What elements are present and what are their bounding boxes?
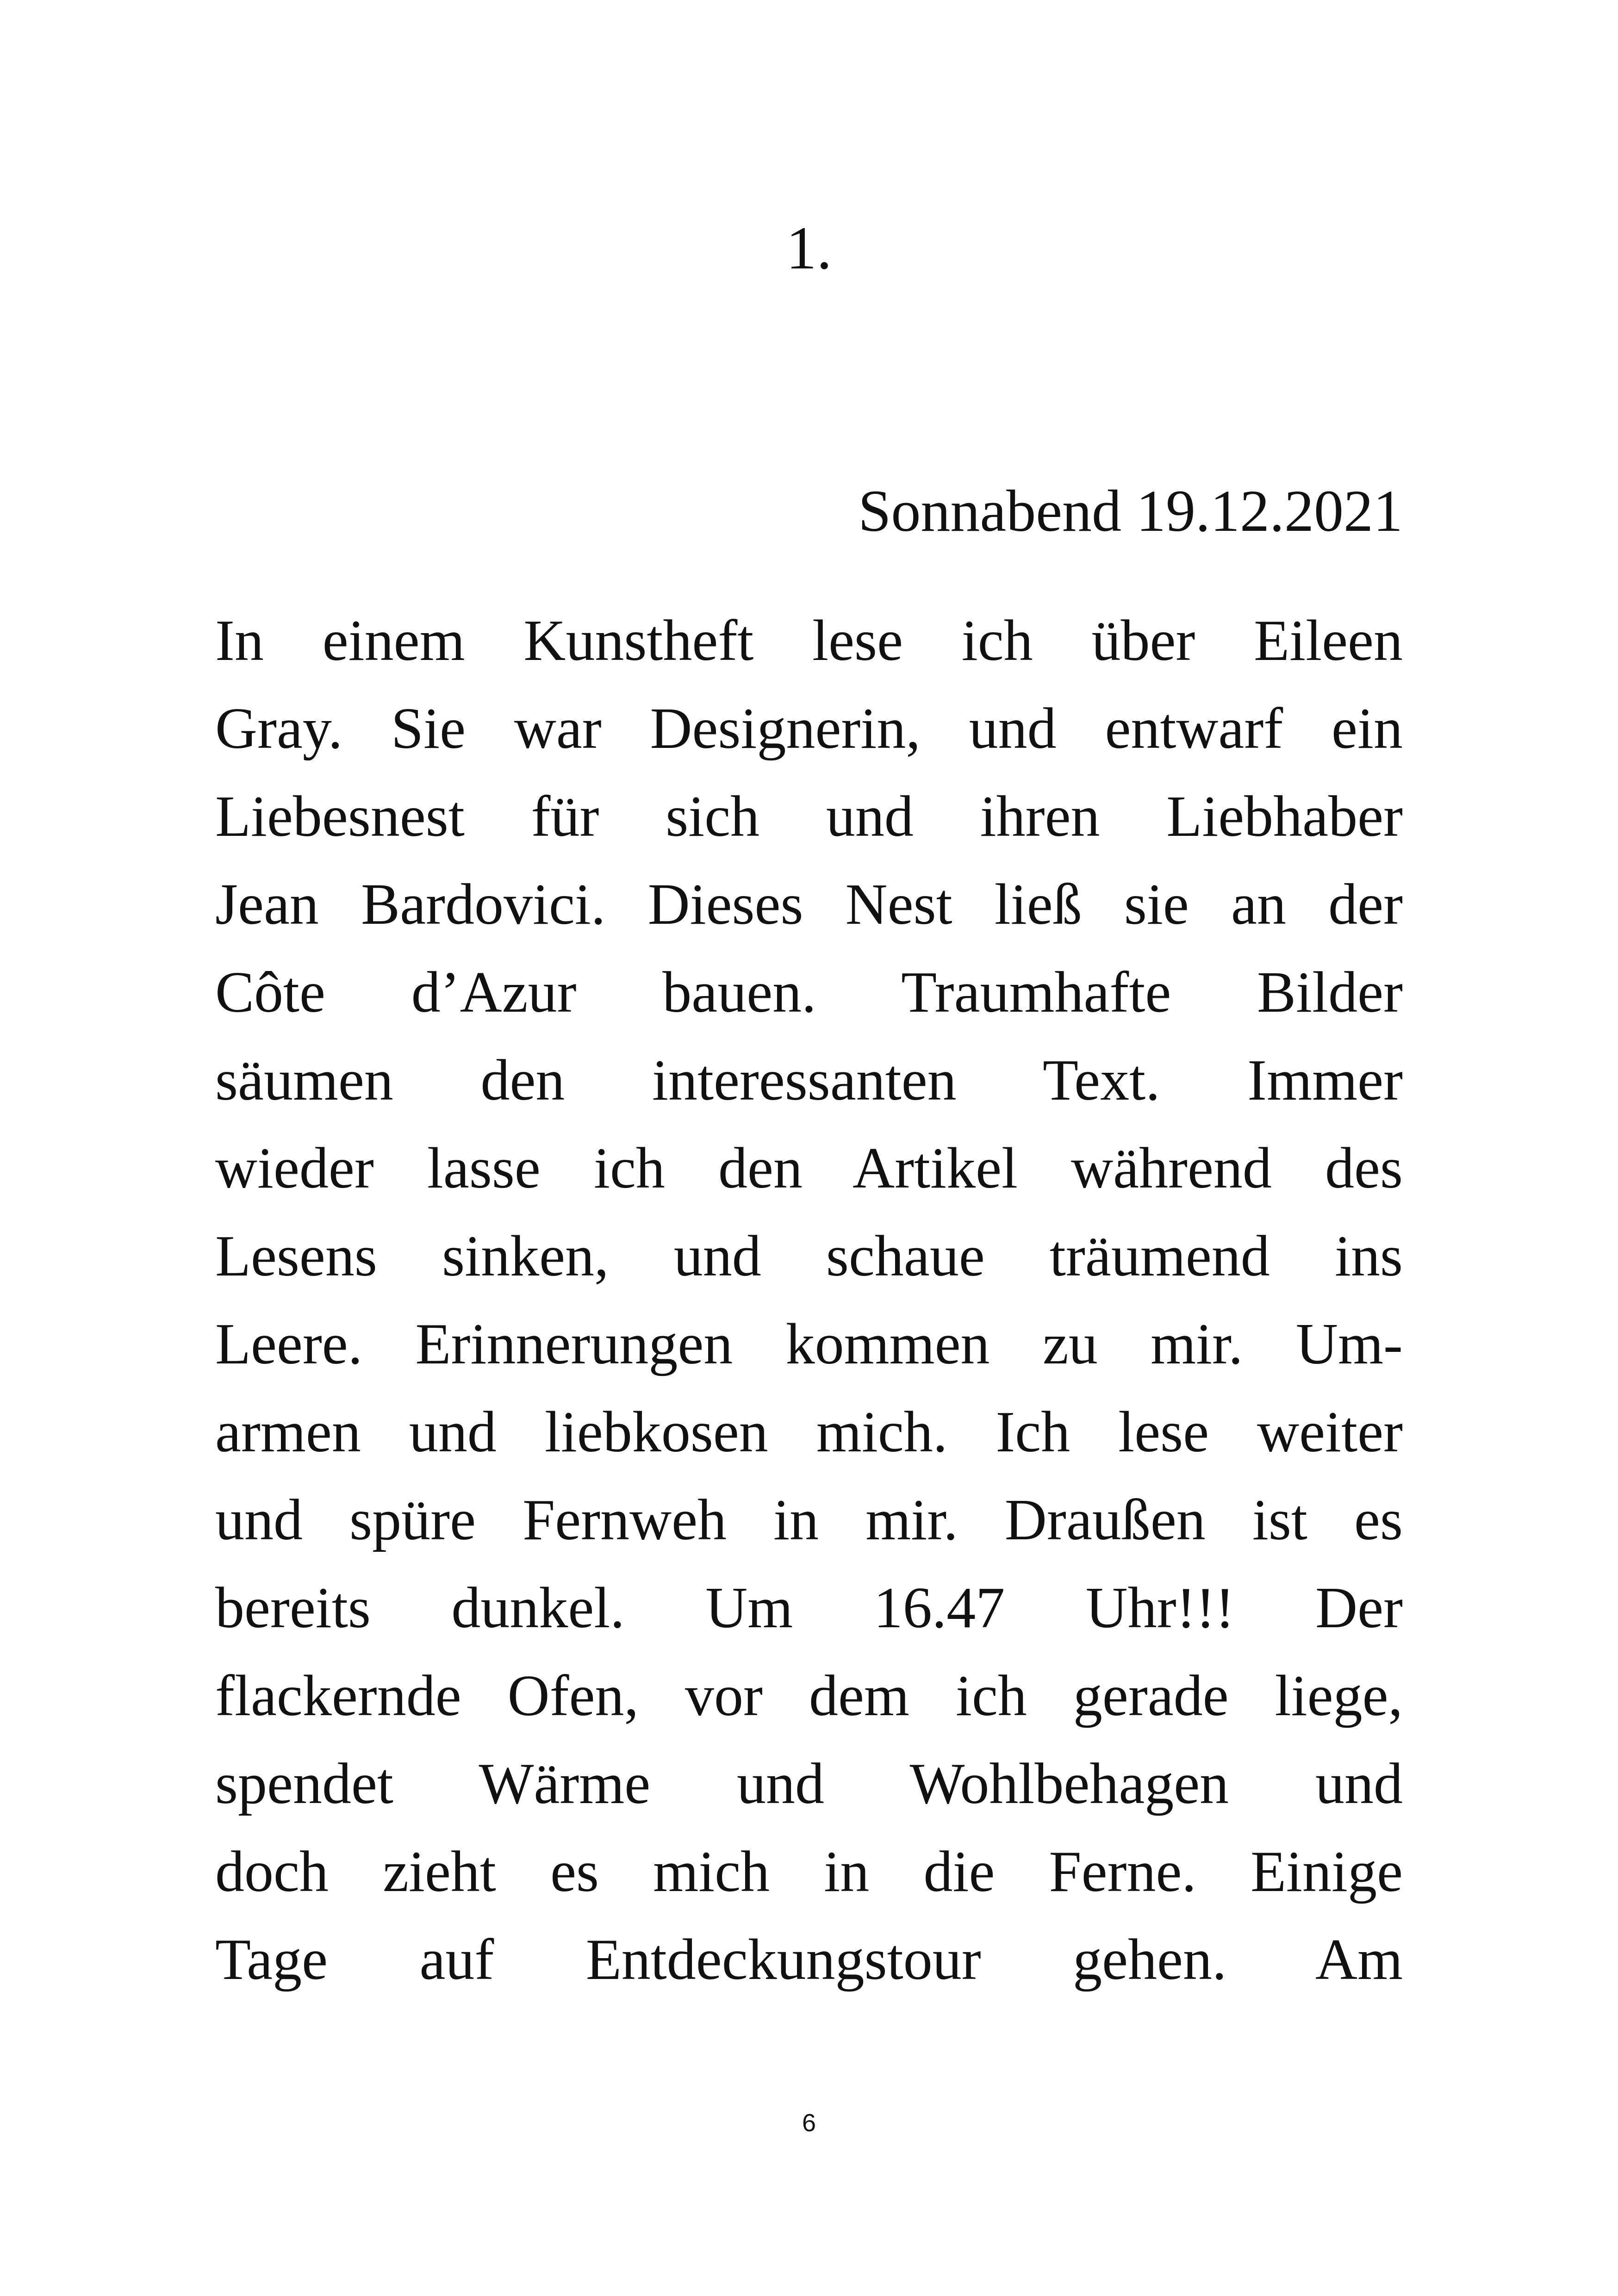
body-line: doch zieht es mich in die Ferne. Einige — [215, 1840, 1403, 1904]
body-line: Leere. Erinnerungen kommen zu mir. Um- — [215, 1312, 1403, 1376]
body-line: und spüre Fernweh in mir. Draußen ist es — [215, 1488, 1403, 1552]
body-text — [215, 597, 1403, 2004]
body-line: Côte d’Azur bauen. Traumhafte Bilder — [215, 960, 1403, 1025]
body-line: Liebesnest für sich und ihren Liebhaber — [215, 784, 1403, 849]
body-line: wieder lasse ich den Artikel während des — [215, 1136, 1403, 1201]
body-line: säumen den interessanten Text. Immer — [215, 1048, 1403, 1113]
body-line: In einem Kunstheft lese ich über Eileen — [215, 609, 1403, 673]
body-line: flackernde Ofen, vor dem ich gerade liege, — [215, 1664, 1403, 1728]
body-line: armen und liebkosen mich. Ich lese weiter — [215, 1400, 1403, 1464]
body-line: bereits dunkel. Um 16.47 Uhr!!! Der — [215, 1576, 1403, 1640]
body-line: Gray. Sie war Designerin, und entwarf ein — [215, 697, 1403, 761]
body-line: Jean Bardovici. Dieses Nest ließ sie an der — [215, 872, 1403, 937]
page-number: 6 — [802, 2109, 816, 2137]
body-line: spendet Wärme und Wohlbehagen und — [215, 1752, 1403, 1816]
chapter-number: 1. — [786, 214, 832, 282]
body-line: Lesens sinken, und schaue träumend ins — [215, 1224, 1403, 1288]
body-line: Tage auf Entdeckungstour gehen. Am — [215, 1928, 1403, 1992]
entry-date: Sonnabend 19.12.2021 — [858, 478, 1403, 544]
